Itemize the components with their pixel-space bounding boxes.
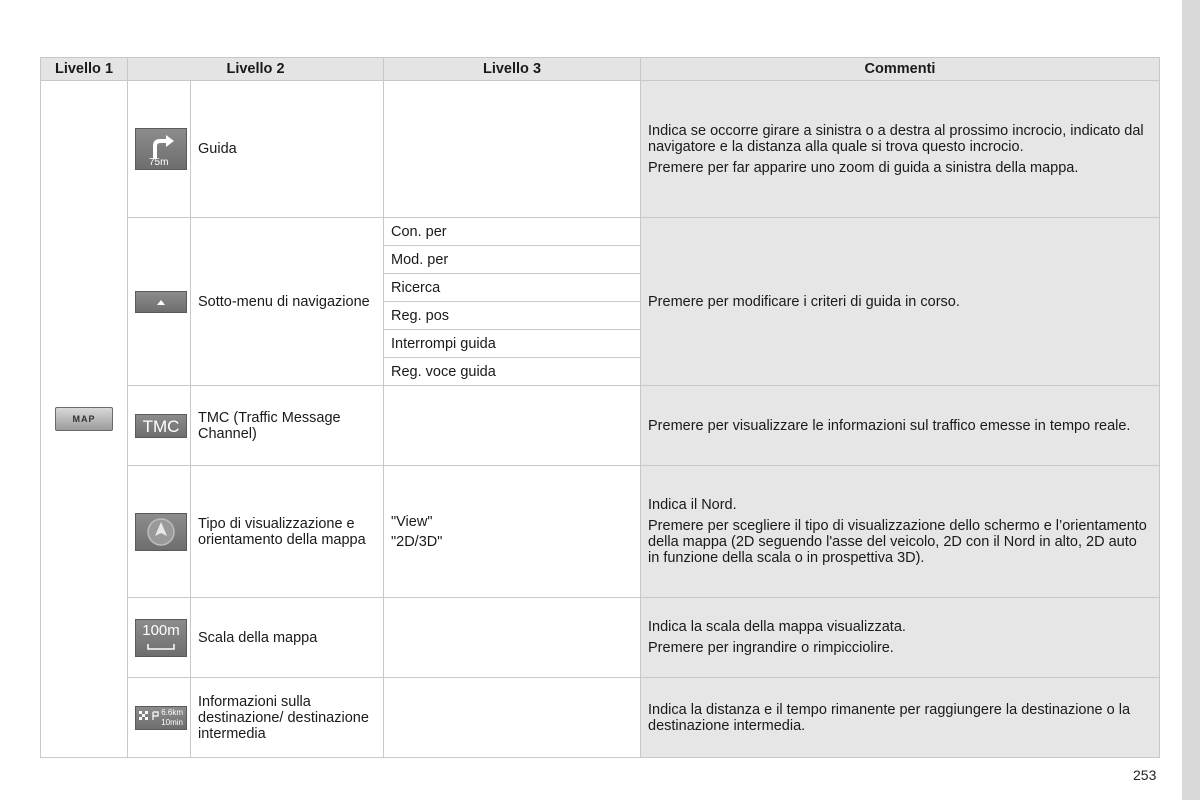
header-comments: Commenti xyxy=(641,58,1160,81)
destination-time-text: 10min xyxy=(161,717,183,727)
view-options xyxy=(384,466,641,598)
submenu-comment: Premere per modificare i criteri di guida in corso. xyxy=(641,218,1160,386)
turn-right-arrow-icon[interactable] xyxy=(135,128,187,170)
level-1-cell xyxy=(41,81,128,758)
scale-icon-text: 100m xyxy=(142,621,180,639)
tmc-icon-text: TMC xyxy=(142,416,180,436)
scale-icon-cell xyxy=(128,598,191,678)
scale-comment xyxy=(641,598,1160,678)
scale-label: Scala della mappa xyxy=(191,598,384,678)
guidance-icon-cell xyxy=(128,81,191,218)
tmc-icon[interactable] xyxy=(135,414,187,438)
compass-icon[interactable] xyxy=(135,513,187,551)
table-row-guidance xyxy=(41,81,1160,218)
guidance-comment xyxy=(641,81,1160,218)
destination-icon-cell xyxy=(128,678,191,758)
header-level-3: Livello 3 xyxy=(384,58,641,81)
page-number: 253 xyxy=(1133,767,1157,783)
view-option[interactable]: "2D/3D" xyxy=(391,533,443,550)
submenu-option[interactable]: Con. per xyxy=(384,218,641,246)
view-label: Tipo di visualizzazione e orientamento della mappa xyxy=(191,466,384,598)
destination-comment: Indica la distanza e il tempo rimanente per raggiungere la destinazione o la destinazione intermedia. xyxy=(641,678,1160,758)
table-row-submenu xyxy=(41,218,1160,246)
tmc-icon-cell xyxy=(128,386,191,466)
submenu-icon-cell xyxy=(128,218,191,386)
destination-level-3 xyxy=(384,678,641,758)
guidance-comment-2: Premere per far apparire uno zoom di guida a sinistra della mappa. xyxy=(648,159,1079,176)
table-row-tmc xyxy=(41,386,1160,466)
map-button[interactable]: MAP xyxy=(55,407,113,431)
destination-distance-text: 6.6km xyxy=(161,707,183,717)
scale-comment-2: Premere per ingrandire o rimpicciolire. xyxy=(648,640,894,656)
view-comment-2: Premere per scegliere il tipo di visualizzazione dello schermo e l’orientamento della mappa (2D seguendo l'asse del veicolo, 2D con il Nord in alto, 2D auto in funzione della scala o in prospettiva 3D). xyxy=(648,518,1147,566)
tmc-level-3 xyxy=(384,386,641,466)
page-edge-strip xyxy=(1182,0,1200,800)
guidance-level-3 xyxy=(384,81,641,218)
header-level-1: Livello 1 xyxy=(41,58,128,81)
table-row-destination xyxy=(41,678,1160,758)
guidance-label: Guida xyxy=(191,81,384,218)
table-header-row xyxy=(41,58,1160,81)
view-option[interactable]: "View" xyxy=(391,513,433,530)
submenu-option[interactable]: Reg. pos xyxy=(384,302,641,330)
table-row-view xyxy=(41,466,1160,598)
submenu-option[interactable]: Reg. voce guida xyxy=(384,358,641,386)
scale-level-3 xyxy=(384,598,641,678)
view-comment-1: Indica il Nord. xyxy=(648,497,737,513)
view-comment xyxy=(641,466,1160,598)
map-menu-table xyxy=(40,57,1160,758)
destination-info-icon[interactable] xyxy=(135,706,187,730)
triangle-up-icon[interactable] xyxy=(135,291,187,313)
header-level-2: Livello 2 xyxy=(128,58,384,81)
submenu-option[interactable]: Interrompi guida xyxy=(384,330,641,358)
guidance-comment-1: Indica se occorre girare a sinistra o a destra al prossimo incrocio, indicato dal navigatore e la distanza alla quale si trova questo incrocio. xyxy=(648,122,1144,155)
submenu-option[interactable]: Ricerca xyxy=(384,274,641,302)
submenu-option[interactable]: Mod. per xyxy=(384,246,641,274)
destination-label: Informazioni sulla destinazione/ destinazione intermedia xyxy=(191,678,384,758)
guidance-distance-text: 75m xyxy=(149,157,169,168)
table-row-scale xyxy=(41,598,1160,678)
tmc-label: TMC (Traffic Message Channel) xyxy=(191,386,384,466)
scale-comment-1: Indica la scala della mappa visualizzata. xyxy=(648,619,906,635)
submenu-label: Sotto-menu di navigazione xyxy=(191,218,384,386)
view-icon-cell xyxy=(128,466,191,598)
map-scale-icon[interactable] xyxy=(135,619,187,657)
tmc-comment: Premere per visualizzare le informazioni sul traffico emesse in tempo reale. xyxy=(641,386,1160,466)
